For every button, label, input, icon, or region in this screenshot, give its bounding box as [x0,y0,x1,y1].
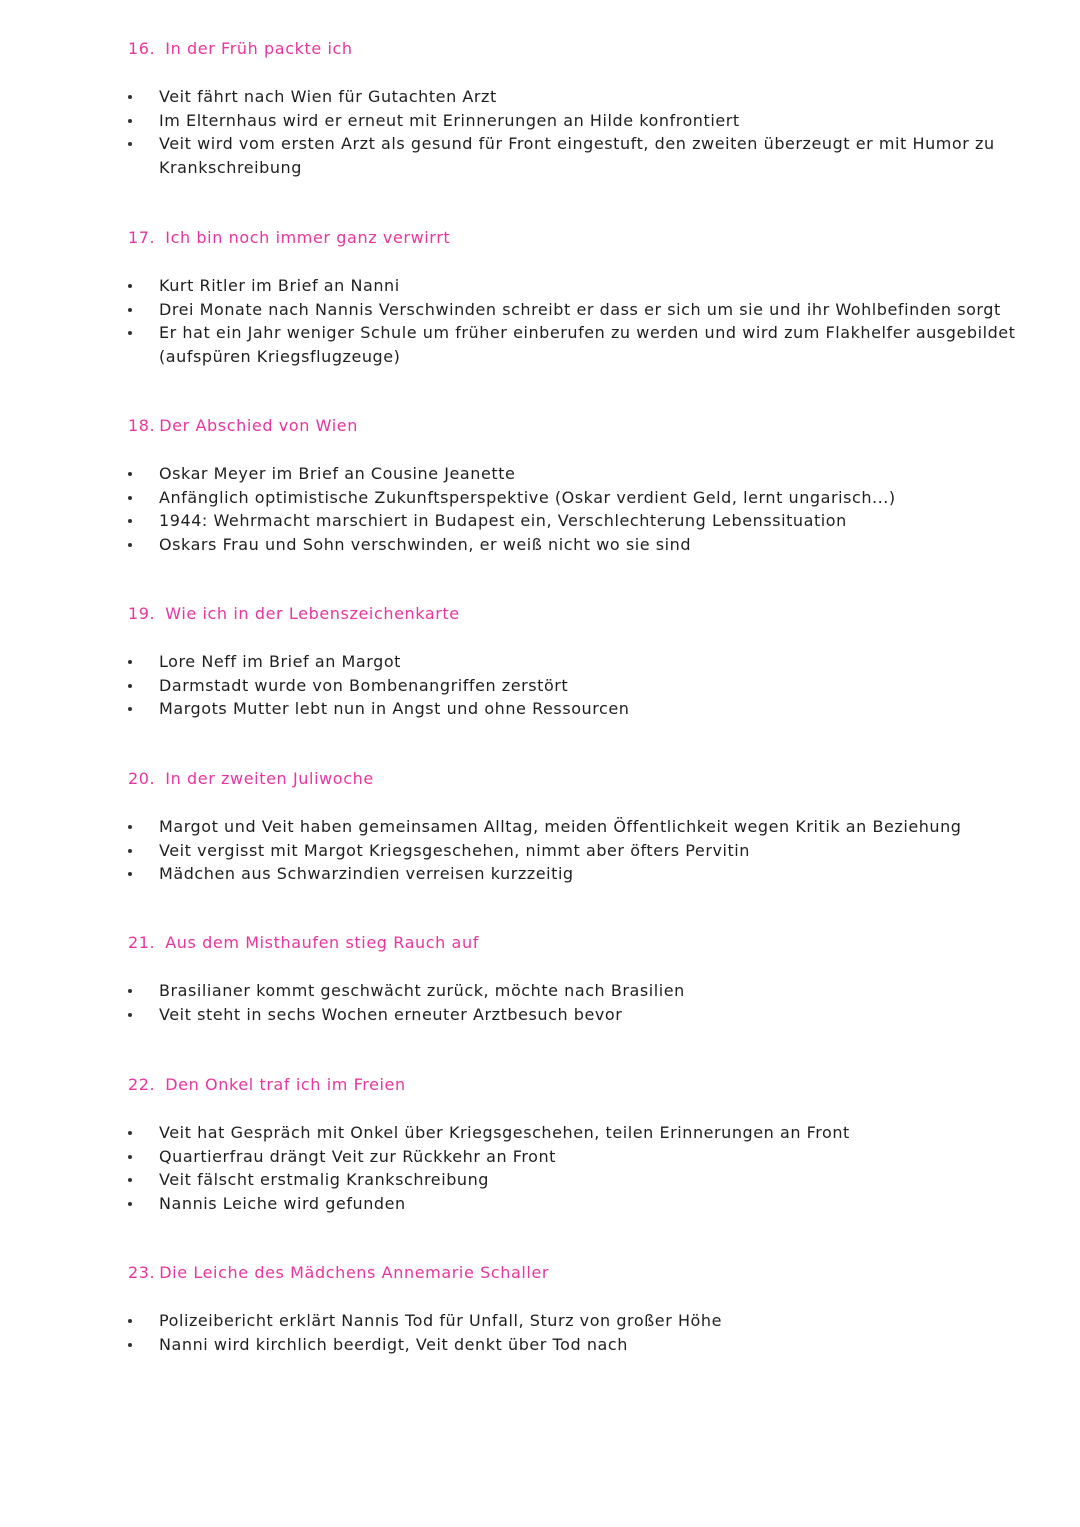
section-number: 18. [128,416,156,435]
bullet-list [0,462,1080,556]
bullet-icon [128,684,132,688]
list-item [0,650,1080,674]
bullet-list [0,979,1080,1026]
section-title: Die Leiche des Mädchens Annemarie Schaller [159,1263,550,1282]
list-item [0,298,1080,322]
list-item [0,1309,1080,1333]
list-item-text: Margots Mutter lebt nun in Angst und ohne Ressourcen [159,699,630,719]
list-item [0,132,1080,179]
list-item [0,85,1080,109]
bullet-list [0,650,1080,721]
list-item-text: Mädchen aus Schwarzindien verreisen kurzzeitig [159,864,574,884]
list-item [0,674,1080,698]
bullet-list [0,274,1080,368]
section-number: 17. [128,228,156,247]
list-item-text: Darmstadt wurde von Bombenangriffen zerstört [159,675,569,695]
bullet-icon [128,472,132,476]
section-number: 23. [128,1263,156,1282]
section-number: 22. [128,1075,156,1094]
section-heading [128,1074,406,1096]
list-item [0,1145,1080,1169]
list-item-text: Veit fälscht erstmalig Krankschreibung [159,1170,489,1190]
bullet-icon [128,284,132,288]
list-item [0,1333,1080,1357]
bullet-icon [128,519,132,523]
bullet-icon [128,707,132,711]
bullet-icon [128,1013,132,1017]
section-title: Wie ich in der Lebenszeichenkarte [165,604,460,623]
bullet-icon [128,849,132,853]
section-number: 19. [128,604,156,623]
list-item-text: Im Elternhaus wird er erneut mit Erinnerungen an Hilde konfrontiert [159,110,740,130]
list-item [0,321,1080,368]
bullet-icon [128,1155,132,1159]
list-item-text: Margot und Veit haben gemeinsamen Alltag, meiden Öffentlichkeit wegen Kritik an Beziehung [159,817,962,836]
section-heading [128,415,358,437]
list-item [0,839,1080,863]
list-item-text: Kurt Ritler im Brief an Nanni [159,276,400,295]
bullet-icon [128,1319,132,1323]
list-item [0,462,1080,486]
list-item-text: Nanni wird kirchlich beerdigt, Veit denkt über Tod nach [159,1334,628,1354]
list-item-text: Veit hat Gespräch mit Onkel über Kriegsgeschehen, teilen Erinnerungen an Front [159,1123,850,1142]
section-title: Der Abschied von Wien [159,416,358,435]
list-item-text: Drei Monate nach Nannis Verschwinden schreibt er dass er sich um sie und ihr Wohlbefinden sorgt [159,299,1001,319]
list-item [0,815,1080,839]
bullet-icon [128,1131,132,1135]
bullet-icon [128,119,132,123]
section-number: 20. [128,769,156,788]
bullet-list [0,85,1080,179]
bullet-icon [128,1343,132,1347]
section-title: Ich bin noch immer ganz verwirrt [165,228,451,247]
bullet-icon [128,872,132,876]
section-title: In der Früh packte ich [165,39,353,58]
list-item-text: Quartierfrau drängt Veit zur Rückkehr an Front [159,1146,556,1166]
section-number: 21. [128,933,156,952]
list-item-text: Nannis Leiche wird gefunden [159,1193,406,1213]
list-item [0,274,1080,298]
bullet-icon [128,825,132,829]
list-item [0,1121,1080,1145]
bullet-icon [128,1202,132,1206]
list-item-text: Brasilianer kommt geschwächt zurück, möchte nach Brasilien [159,981,685,1000]
bullet-list [0,1309,1080,1356]
list-item-text: Oskars Frau und Sohn verschwinden, er weiß nicht wo sie sind [159,534,692,554]
bullet-icon [128,660,132,664]
list-item [0,1168,1080,1192]
list-item [0,533,1080,557]
list-item-text: 1944: Wehrmacht marschiert in Budapest ein, Verschlechterung Lebenssituation [159,511,847,531]
section-heading [128,1262,549,1284]
section-title: Aus dem Misthaufen stieg Rauch auf [165,933,479,952]
list-item-text: Veit wird vom ersten Arzt als gesund für Front eingestuft, den zweiten überzeugt er mit Humor zu Krankschreibung [159,134,995,177]
list-item [0,862,1080,886]
list-item [0,509,1080,533]
bullet-icon [128,95,132,99]
bullet-list [0,815,1080,886]
list-item-text: Veit vergisst mit Margot Kriegsgeschehen, nimmt aber öfters Pervitin [159,840,750,860]
section-heading [128,932,479,954]
bullet-icon [128,496,132,500]
list-item [0,979,1080,1003]
list-item [0,486,1080,510]
section-title: In der zweiten Juliwoche [165,769,374,788]
section-number: 16. [128,39,156,58]
list-item [0,697,1080,721]
list-item [0,109,1080,133]
bullet-icon [128,308,132,312]
list-item-text: Veit steht in sechs Wochen erneuter Arztbesuch bevor [159,1004,623,1024]
list-item [0,1003,1080,1027]
list-item-text: Anfänglich optimistische Zukunftsperspektive (Oskar verdient Geld, lernt ungarisch...) [159,487,896,507]
bullet-icon [128,1178,132,1182]
section-heading [128,38,353,60]
section-title: Den Onkel traf ich im Freien [165,1075,406,1094]
list-item-text: Er hat ein Jahr weniger Schule um früher einberufen zu werden und wird zum Flakhelfer ausgebildet (aufspüren Kriegsflugzeuge) [159,323,1016,366]
section-heading [128,603,460,625]
list-item-text: Veit fährt nach Wien für Gutachten Arzt [159,87,497,106]
bullet-icon [128,989,132,993]
bullet-icon [128,543,132,547]
list-item-text: Lore Neff im Brief an Margot [159,652,401,671]
section-heading [128,227,450,249]
section-heading [128,768,374,790]
bullet-icon [128,142,132,146]
list-item-text: Polizeibericht erklärt Nannis Tod für Unfall, Sturz von großer Höhe [159,1311,722,1330]
bullet-icon [128,331,132,335]
list-item [0,1192,1080,1216]
bullet-list [0,1121,1080,1215]
list-item-text: Oskar Meyer im Brief an Cousine Jeanette [159,464,516,483]
